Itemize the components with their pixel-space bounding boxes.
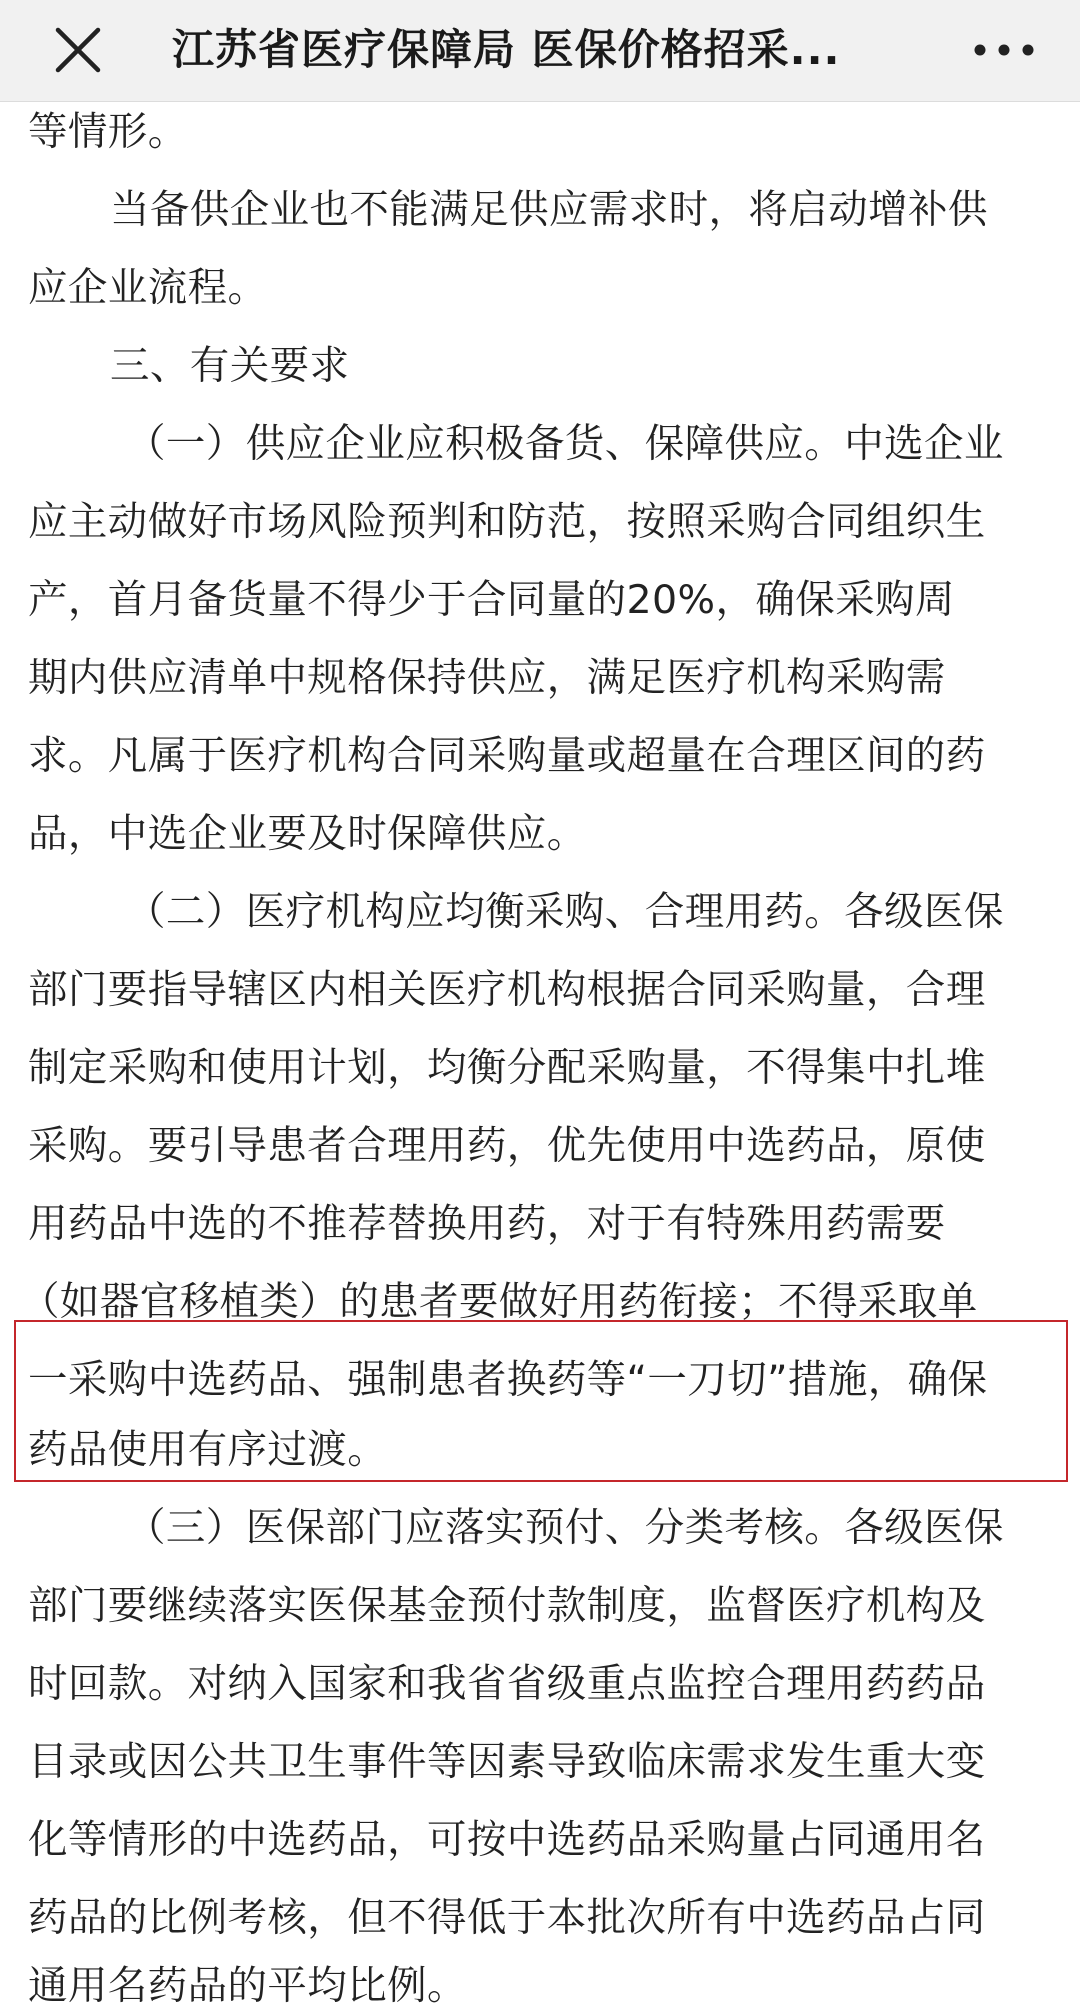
close-icon [46,18,110,82]
text-line: 目录或因公共卫生事件等因素导致临床需求发生重大变 [28,1739,986,1785]
page-title: 江苏省医疗保障局 医保价格招采... [172,25,841,74]
text-line: 药品的比例考核，但不得低于本批次所有中选药品占同 [28,1895,986,1941]
close-button[interactable] [46,18,110,82]
text-line: 化等情形的中选药品，可按中选药品采购量占同通用名 [28,1817,986,1863]
text-line: 品，中选企业要及时保障供应。 [28,811,587,857]
text-line: （三）医保部门应落实预付、分类考核。各级医保 [126,1505,1004,1551]
text-line: 部门要继续落实医保基金预付款制度，监督医疗机构及 [28,1583,986,1629]
text-line: （二）医疗机构应均衡采购、合理用药。各级医保 [126,889,1004,935]
text-line: 用药品中选的不推荐替换用药，对于有特殊用药需要 [28,1201,946,1247]
text-line: 应企业流程。 [28,265,268,311]
text-line: 期内供应清单中规格保持供应，满足医疗机构采购需 [28,655,946,701]
text-line: 部门要指导辖区内相关医疗机构根据合同采购量，合理 [28,967,986,1013]
text-line: （如器官移植类）的患者要做好用药衔接；不得采取单 [20,1279,978,1325]
text-line: 等情形。 [28,109,188,155]
text-line: 制定采购和使用计划，均衡分配采购量，不得集中扎堆 [28,1045,986,1091]
top-navigation-bar [0,0,1080,102]
text-line: 应主动做好市场风险预判和防范，按照采购合同组织生 [28,499,986,545]
text-line: 时回款。对纳入国家和我省省级重点监控合理用药药品 [28,1661,986,1707]
text-line: （一）供应企业应积极备货、保障供应。中选企业 [126,421,1004,467]
text-line: 采购。要引导患者合理用药，优先使用中选药品，原使 [28,1123,986,1169]
text-line: 通用名药品的平均比例。 [28,1963,467,2009]
text-line: 产，首月备货量不得少于合同量的20%，确保采购周 [28,577,955,623]
highlighted-text-line: 一采购中选药品、强制患者换药等“一刀切”措施，确保 [28,1357,988,1403]
section-heading: 三、有关要求 [110,343,350,389]
more-options-button[interactable] [962,24,1046,76]
text-line: 当备供企业也不能满足供应需求时，将启动增补供 [110,187,988,233]
article-body [0,102,1080,2016]
highlighted-text-line: 药品使用有序过渡。 [28,1427,388,1473]
text-line: 求。凡属于医疗机构合同采购量或超量在合理区间的药 [28,733,986,779]
more-dots-icon [962,24,1046,76]
